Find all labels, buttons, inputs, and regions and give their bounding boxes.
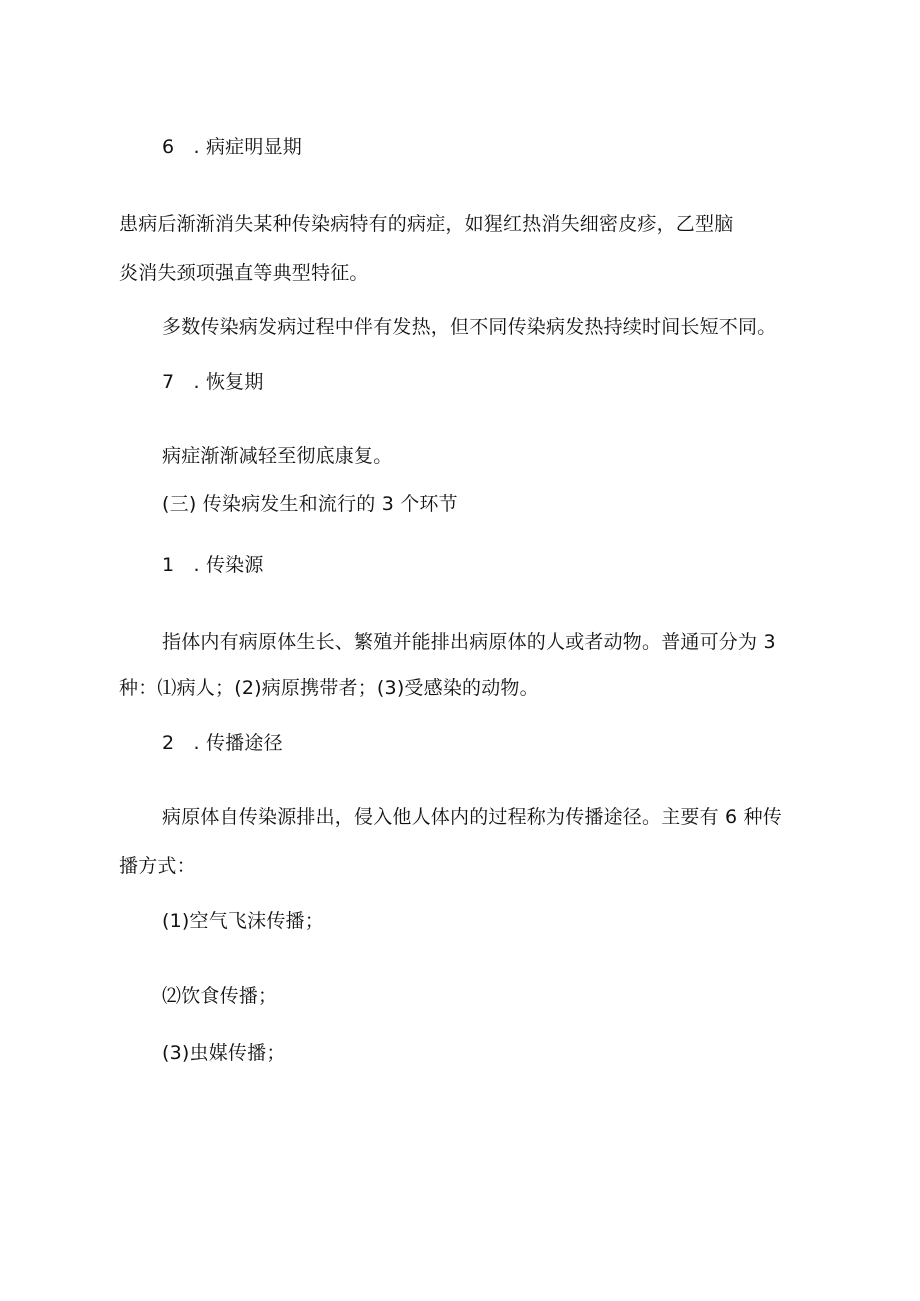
list-item: (1)空气飞沫传播； bbox=[162, 910, 324, 932]
paragraph-line: 患病后渐渐消失某种传染病特有的病症，如猩红热消失细密皮疹，乙型脑 bbox=[119, 213, 734, 235]
paragraph-line: 播方式： bbox=[119, 855, 196, 877]
list-item: ⑵饮食传播； bbox=[162, 985, 278, 1007]
section-heading-2: 2 . 传播途径 bbox=[162, 732, 283, 754]
paragraph-line: 指体内有病原体生长、繁殖并能排出病原体的人或者动物。普通可分为 3 bbox=[162, 631, 776, 653]
list-item: (3)虫媒传播； bbox=[162, 1042, 286, 1064]
paragraph-line: 种：⑴病人；(2)病原携带者；(3)受感染的动物。 bbox=[119, 677, 539, 699]
paragraph-line: 炎消失颈项强直等典型特征。 bbox=[119, 262, 369, 284]
chapter-heading: (三) 传染病发生和流行的 3 个环节 bbox=[162, 493, 458, 515]
paragraph-line: 多数传染病发病过程中伴有发热，但不同传染病发热持续时间长短不同。 bbox=[162, 316, 777, 338]
paragraph-line: 病原体自传染源排出，侵入他人体内的过程称为传播途径。主要有 6 种传 bbox=[162, 806, 782, 828]
section-heading-1: 1 . 传染源 bbox=[162, 554, 264, 576]
paragraph-line: 病症渐渐减轻至彻底康复。 bbox=[162, 445, 393, 467]
section-heading-6: 6 . 病症明显期 bbox=[162, 136, 302, 158]
section-heading-7: 7 . 恢复期 bbox=[162, 371, 264, 393]
